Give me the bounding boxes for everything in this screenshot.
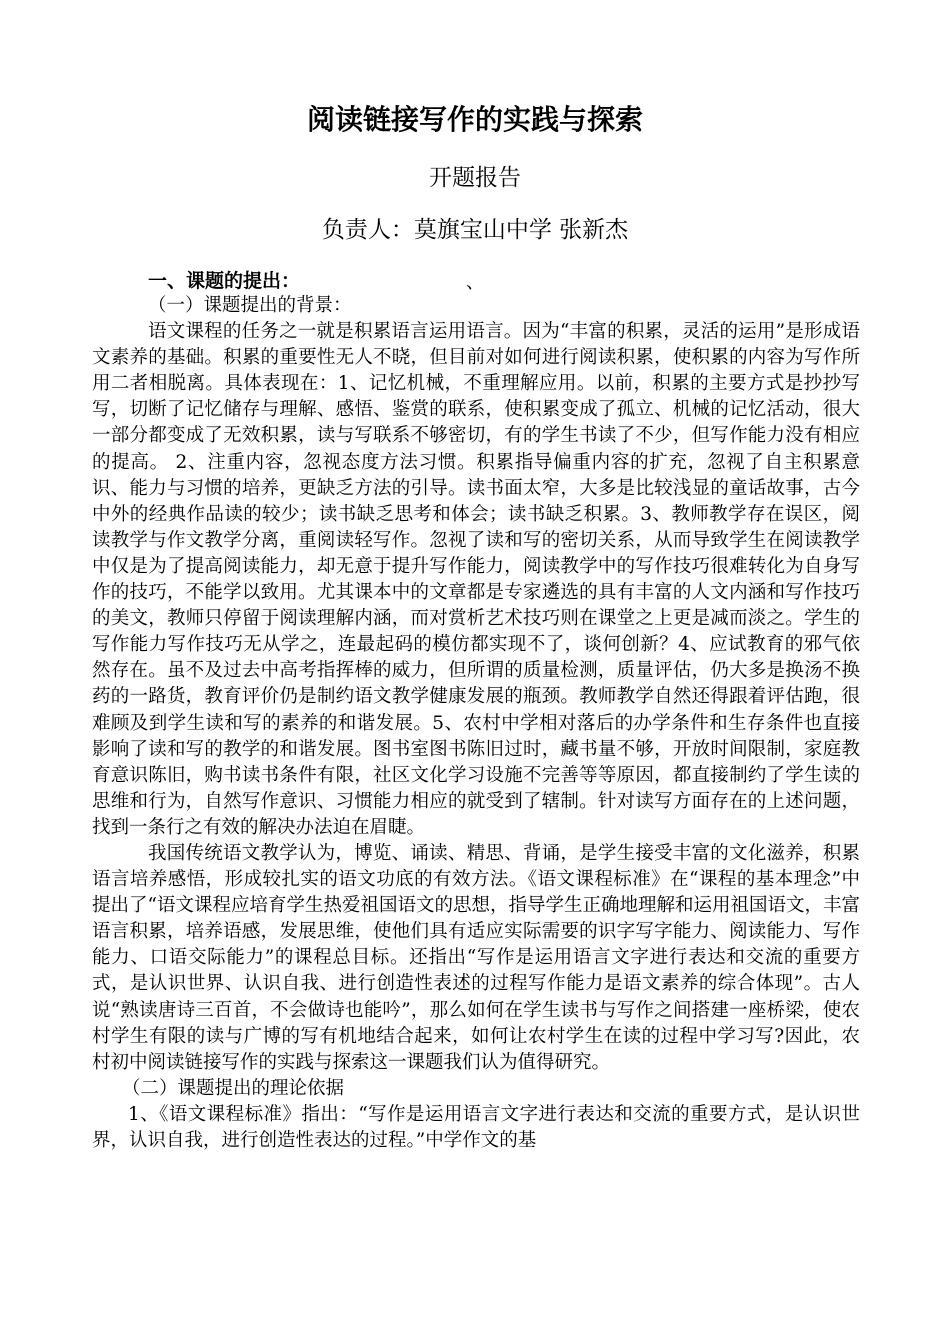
paragraph: 语文课程的任务之一就是积累语言运用语言。因为“丰富的积累，灵活的运用”是形成语文素养的基础。积累的重要性无人不晓，但目前对如何进行阅读积累，使积累的内容为写作所用二者相脱离。具体表现在：1、记忆机械，不重理解应用。以前，积累的主要方式是抄抄写写，切断了记忆储存与理解、感悟、鉴赏的联系，使积累变成了孤立、机械的记忆活动，很大一部分都变成了无效积累，读与写联系不够密切，有的学生书读了不少，但写作能力没有相应的提高。 2、注重内容，忽视态度方法习惯。积累指导偏重内容的扩充，忽视了自主积累意识、能力与习惯的培养，更缺乏方法的引导。读书面太窄，大多是比较浅显的童话故事，古今中外的经典作品读的较少；读书缺乏思考和体会；读书缺乏积累。3、教师教学存在误区，阅读教学与作文教学分离，重阅读轻写作。忽视了读和写的密切关系，从而导致学生在阅读教学中仅是为了提高阅读能力，却无意于提升写作能力，阅读教学中的写作技巧很难转化为自身写作的技巧，不能学以致用。尤其课本中的文章都是专家遴选的具有丰富的人文内涵和写作技巧的美文，教师只停留于阅读理解内涵，而对赏析艺术技巧则在课堂之上更是减而淡之。学生的写作能力写作技巧无从学之，连最起码的模仿都实现不了，谈何创新？4、应试教育的邪气依然存在。虽不及过去中高考指挥棒的威力，但所谓的质量检测，质量评估，仍大多是换汤不换药的一路货，教育评价仍是制约语文教学健康发展的瓶颈。教师教学自然还得跟着评估跑，很难顾及到学生读和写的素养的和谐发展。5、农村中学相对落后的办学条件和生存条件也直接影响了读和写的教学的和谐发展。图书室图书陈旧过时，藏书量不够，开放时间限制，家庭教育意识陈旧，购书读书条件有限，社区文化学习设施不完善等等原因，都直接制约了学生读的思维和行为，自然写作意识、习惯能力相应的就受到了辖制。针对读写方面存在的上述问题，找到一条行之有效的解决办法迫在眉睫。 — [92, 321, 860, 838]
subsection-heading-theory: （二）课题提出的理论依据 — [122, 1077, 345, 1099]
stray-mark: 、 — [466, 272, 484, 293]
section-heading: 一、课题的提出： — [148, 270, 301, 292]
subsection-heading-background: （一）课题提出的背景： — [148, 295, 352, 316]
document-body — [92, 293, 860, 1154]
paragraph: 1、《语文课程标准》指出：“写作是运用语言文字进行表达和交流的重要方式，是认识世界，认识自我，进行创造性表达的过程。”中学作文的基 — [92, 1103, 860, 1151]
paragraph: 我国传统语文教学认为，博览、诵读、精思、背诵，是学生接受丰富的文化滋养，积累语言培养感悟，形成较扎实的语文功底的有效方法。《语文课程标准》在“课程的基本理念”中提出了“语文课程应培育学生热爱祖国语文的思想，指导学生正确地理解和运用祖国语文，丰富语言积累，培养语感，发展思维，使他们具有适应实际需要的识字写字能力、阅读能力、写作能力、口语交际能力”的课程总目标。还指出“写作是运用语言文字进行表达和交流的重要方式，是认识世界、认识自我、进行创造性表述的过程写作能力是语文素养的综合体现”。古人说“熟读唐诗三百首，不会做诗也能吟”，那么如何在学生读书与写作之间搭建一座桥梁，使农村学生有限的读与广博的写有机地结合起来，如何让农村学生在读的过程中学习写?因此，农村初中阅读链接写作的实践与探索这一课题我们认为值得研究。 — [92, 842, 860, 1073]
document-subtitle: 开题报告 — [429, 165, 521, 191]
responsible-person: 负责人：莫旗宝山中学 张新杰 — [321, 217, 629, 243]
document-title: 阅读链接写作的实践与探索 — [306, 103, 643, 136]
